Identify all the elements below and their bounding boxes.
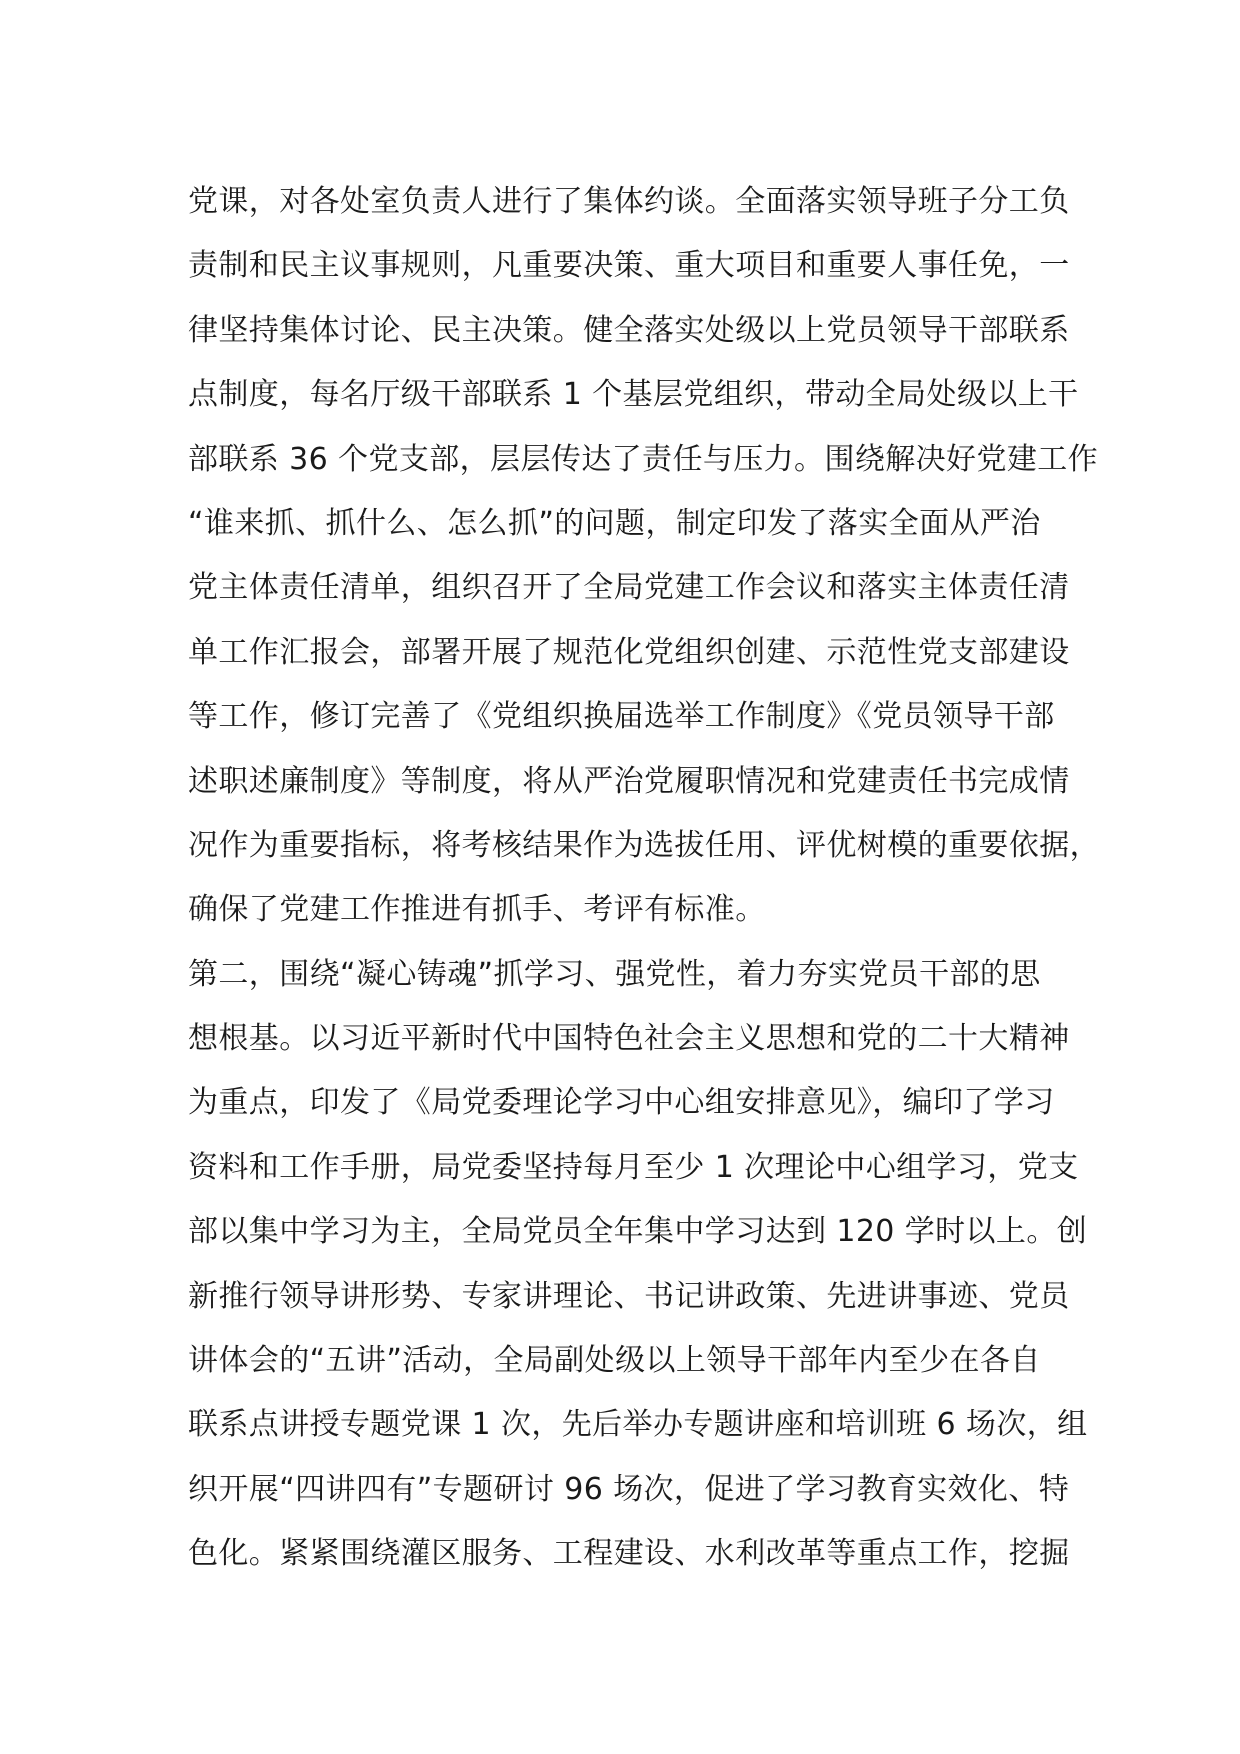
text-line: 讲体会的“五讲”活动，全局副处级以上领导干部年内至少在各自 [188, 1343, 1041, 1379]
text-line: 况作为重要指标，将考核结果作为选拔任用、评优树模的重要依据， [188, 827, 1100, 863]
text-line: 点制度，每名厅级干部联系 1 个基层党组织，带动全局处级以上干 [188, 377, 1079, 413]
text-line: 责制和民主议事规则，凡重要决策、重大项目和重要人事任免，一 [188, 248, 1070, 284]
text-line: 织开展“四讲四有”专题研讨 96 场次，促进了学习教育实效化、特 [188, 1471, 1070, 1507]
text-line: 党主体责任清单，组织召开了全局党建工作会议和落实主体责任清 [188, 570, 1070, 606]
text-line: 第二，围绕“凝心铸魂”抓学习、强党性，着力夯实党员干部的思 [188, 956, 1041, 992]
body-text [188, 170, 1100, 1587]
text-line: 色化。紧紧围绕灌区服务、工程建设、水利改革等重点工作，挖掘 [188, 1536, 1070, 1572]
text-line: 部联系 36 个党支部，层层传达了责任与压力。围绕解决好党建工作 [188, 441, 1099, 477]
text-line: 资料和工作手册，局党委坚持每月至少 1 次理论中心组学习，党支 [188, 1149, 1079, 1185]
text-line: 单工作汇报会，部署开展了规范化党组织创建、示范性党支部建设 [188, 634, 1070, 670]
text-line: 想根基。以习近平新时代中国特色社会主义思想和党的二十大精神 [188, 1021, 1070, 1057]
text-line: 等工作，修订完善了《党组织换届选举工作制度》《党员领导干部 [188, 699, 1055, 735]
text-line: 确保了党建工作推进有抓手、考评有标准。 [188, 892, 766, 928]
text-line: 述职述廉制度》等制度，将从严治党履职情况和党建责任书完成情 [188, 763, 1070, 799]
text-line: “谁来抓、抓什么、怎么抓”的问题，制定印发了落实全面从严治 [188, 505, 1041, 541]
text-line: 联系点讲授专题党课 1 次，先后举办专题讲座和培训班 6 场次，组 [188, 1407, 1088, 1443]
text-line: 党课，对各处室负责人进行了集体约谈。全面落实领导班子分工负 [188, 184, 1070, 219]
text-line: 部以集中学习为主，全局党员全年集中学习达到 120 学时以上。创 [188, 1214, 1088, 1250]
text-line: 为重点，印发了《局党委理论学习中心组安排意见》，编印了学习 [188, 1085, 1055, 1121]
text-line: 律坚持集体讨论、民主决策。健全落实处级以上党员领导干部联系 [188, 312, 1070, 348]
text-line: 新推行领导讲形势、专家讲理论、书记讲政策、先进讲事迹、党员 [188, 1278, 1070, 1314]
